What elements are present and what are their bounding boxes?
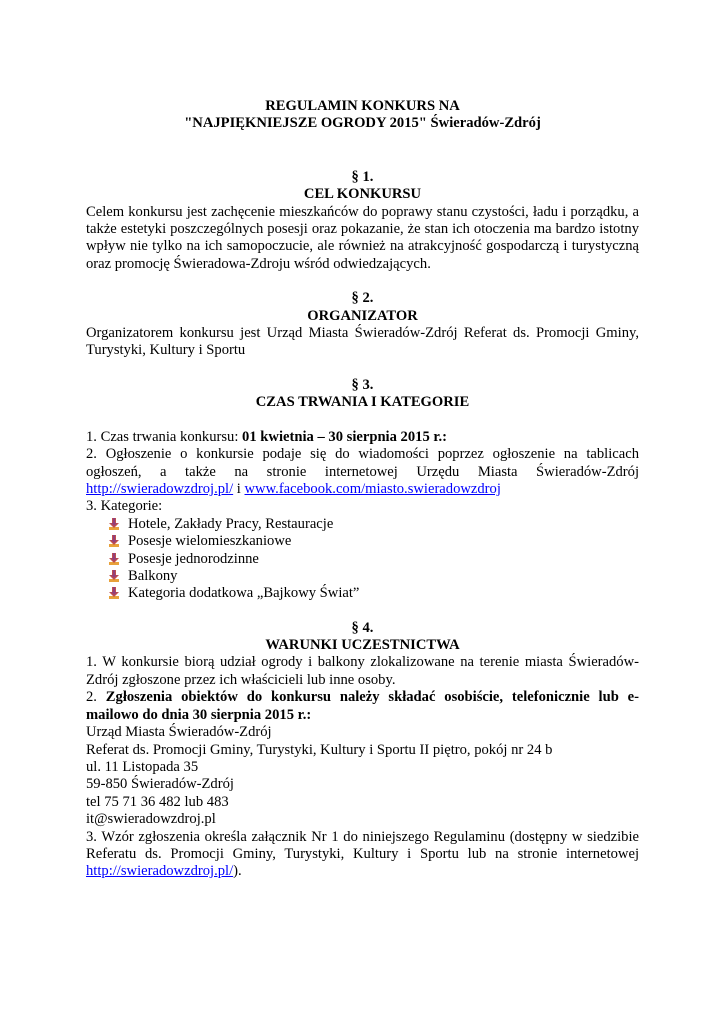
section-3-number: § 3. bbox=[351, 376, 374, 393]
link-swieradowzdroj[interactable]: http://swieradowzdroj.pl/ bbox=[86, 480, 234, 497]
section-3-announcement bbox=[86, 446, 639, 498]
list-item bbox=[108, 568, 639, 585]
section-3-duration bbox=[86, 429, 639, 446]
list-item bbox=[108, 516, 639, 533]
form-template-text: 3. Wzór zgłoszenia określa załącznik Nr 1 do niniejszego Regulaminu (dostępny w siedzibie Referatu ds. Promocji Gminy, Turystyki, Kultury i Sportu lub na stronie internetowej bbox=[86, 828, 639, 862]
title-line-1: REGULAMIN KONKURS NA bbox=[265, 98, 460, 114]
arrow-down-bullet-icon bbox=[108, 570, 120, 583]
address-line: Referat ds. Promocji Gminy, Turystyki, Kultury i Sportu II piętro, pokój nr 24 b bbox=[86, 741, 553, 758]
arrow-down-bullet-icon bbox=[108, 518, 120, 531]
category-label: Balkony bbox=[128, 567, 178, 584]
title-line-2: "NAJPIĘKNIEJSZE OGRODY 2015" Świeradów-Zdrój bbox=[184, 115, 541, 132]
address-line: 59-850 Świeradów-Zdrój bbox=[86, 776, 234, 793]
link-separator: i bbox=[233, 480, 245, 497]
categories-list bbox=[86, 516, 639, 603]
section-4-participants: 1. W konkursie biorą udział ogrody i balkony zlokalizowane na terenie miasta Świeradów-Zdrój zgłoszone przez ich właścicieli lub inne osoby. bbox=[86, 654, 639, 688]
document-page bbox=[86, 98, 639, 881]
document-title bbox=[86, 98, 639, 133]
list-item bbox=[108, 533, 639, 550]
address-email: it@swieradowzdroj.pl bbox=[86, 811, 216, 828]
address-block bbox=[86, 724, 639, 828]
announcement-text: 2. Ogłoszenie o konkursie podaje się do wiadomości poprzez ogłoszenie na tablicach ogłoszeń, a także na stronie internetowej Urzędu Miasta Świeradów-Zdrój bbox=[86, 446, 639, 480]
list-item bbox=[108, 585, 639, 602]
section-2-heading: ORGANIZATOR bbox=[307, 307, 418, 324]
link-swieradowzdroj-2[interactable]: http://swieradowzdroj.pl/ bbox=[86, 863, 234, 880]
section-1-heading: CEL KONKURSU bbox=[303, 186, 422, 203]
address-line: ul. 11 Listopada 35 bbox=[86, 758, 199, 775]
section-4-number: § 4. bbox=[351, 619, 374, 636]
arrow-down-bullet-icon bbox=[108, 587, 120, 600]
section-1-number: § 1. bbox=[351, 168, 374, 185]
submission-number: 2. bbox=[86, 689, 106, 706]
duration-label: 1. Czas trwania konkursu: bbox=[86, 428, 243, 445]
link-facebook[interactable]: www.facebook.com/miasto.swieradowzdroj bbox=[244, 480, 501, 497]
address-line: Urząd Miasta Świeradów-Zdrój bbox=[86, 724, 272, 741]
duration-dates: 01 kwietnia – 30 sierpnia 2015 r.: bbox=[242, 428, 448, 445]
section-1-body: Celem konkursu jest zachęcenie mieszkańców do poprawy stanu czystości, ładu i porządku, a także estetyki poszczególnych posesji oraz pokazanie, że stan ich otoczenia ma bardzo istotny wpływ nie tylko na ich samopoczucie, ale również na atrakcyjność gospodarczą i turystyczną oraz promocję Świeradowa-Zdroju wśród odwiedzających. bbox=[86, 203, 639, 272]
form-template-suffix: ). bbox=[233, 863, 242, 880]
category-label: Posesje wielomieszkaniowe bbox=[128, 533, 292, 550]
category-label: Hotele, Zakłady Pracy, Restauracje bbox=[128, 515, 334, 532]
category-label: Kategoria dodatkowa „Bajkowy Świat” bbox=[128, 585, 360, 602]
section-3-categories-label: 3. Kategorie: bbox=[86, 498, 163, 515]
section-4-heading: WARUNKI UCZESTNICTWA bbox=[265, 637, 460, 654]
section-3-heading: CZAS TRWANIA I KATEGORIE bbox=[255, 394, 470, 411]
section-2-number: § 2. bbox=[351, 290, 374, 307]
address-phone: tel 75 71 36 482 lub 483 bbox=[86, 793, 229, 810]
section-4-submission bbox=[86, 689, 639, 724]
list-item bbox=[108, 551, 639, 568]
section-2-body: Organizatorem konkursu jest Urząd Miasta Świeradów-Zdrój Referat ds. Promocji Gminy, Turystyki, Kultury i Sportu bbox=[86, 325, 639, 359]
arrow-down-bullet-icon bbox=[108, 535, 120, 548]
category-label: Posesje jednorodzinne bbox=[128, 550, 259, 567]
arrow-down-bullet-icon bbox=[108, 553, 120, 566]
submission-text: Zgłoszenia obiektów do konkursu należy składać osobiście, telefonicznie lub e-mailowo do dnia 30 sierpnia 2015 r.: bbox=[86, 689, 640, 723]
section-4-form-template bbox=[86, 829, 639, 881]
